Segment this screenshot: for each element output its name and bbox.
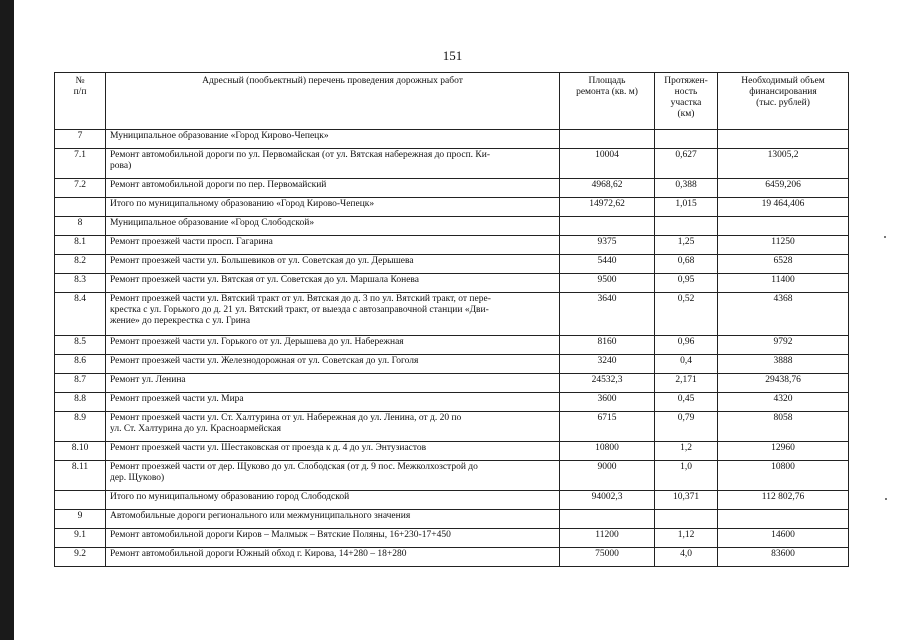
table-row (55, 491, 849, 510)
row-funding: 4368 (718, 293, 849, 336)
row-length (655, 510, 718, 529)
table-row (55, 461, 849, 491)
row-area (560, 130, 655, 149)
row-area: 8160 (560, 336, 655, 355)
row-funding (718, 130, 849, 149)
row-length: 2,171 (655, 374, 718, 393)
row-funding: 4320 (718, 393, 849, 412)
table-row (55, 274, 849, 293)
row-description: Ремонт автомобильной дороги по пер. Первомайский (106, 179, 560, 198)
table-row (55, 236, 849, 255)
row-length: 0,45 (655, 393, 718, 412)
row-number: 7 (55, 130, 106, 149)
row-funding: 14600 (718, 529, 849, 548)
row-funding: 112 802,76 (718, 491, 849, 510)
table-row (55, 548, 849, 567)
road-works-table (54, 72, 849, 567)
row-area: 75000 (560, 548, 655, 567)
row-number: 9.1 (55, 529, 106, 548)
row-description: Ремонт ул. Ленина (106, 374, 560, 393)
row-funding: 12960 (718, 442, 849, 461)
scan-edge-bar (0, 0, 14, 640)
table-body (55, 130, 849, 567)
row-length: 1,25 (655, 236, 718, 255)
row-area: 3640 (560, 293, 655, 336)
row-funding: 6459,206 (718, 179, 849, 198)
row-number: 8.5 (55, 336, 106, 355)
scan-speck (884, 236, 886, 238)
row-funding: 13005,2 (718, 149, 849, 179)
row-description: Ремонт проезжей части ул. Большевиков от ул. Советская до ул. Дерышева (106, 255, 560, 274)
row-description: Ремонт автомобильной дороги Южный обход г. Кирова, 14+280 – 18+280 (106, 548, 560, 567)
row-length: 1,0 (655, 461, 718, 491)
row-area: 94002,3 (560, 491, 655, 510)
row-funding (718, 510, 849, 529)
row-description: Итого по муниципальному образованию город Слободской (106, 491, 560, 510)
row-number: 8.6 (55, 355, 106, 374)
row-description: Муниципальное образование «Город Кирово-Чепецк» (106, 130, 560, 149)
row-area: 3240 (560, 355, 655, 374)
row-length: 0,96 (655, 336, 718, 355)
row-funding: 29438,76 (718, 374, 849, 393)
row-area: 9000 (560, 461, 655, 491)
row-funding: 10800 (718, 461, 849, 491)
table-row (55, 336, 849, 355)
row-area: 24532,3 (560, 374, 655, 393)
row-length: 0,95 (655, 274, 718, 293)
row-area: 6715 (560, 412, 655, 442)
header-repair-area: Площадь ремонта (кв. м) (560, 73, 655, 130)
table-row (55, 130, 849, 149)
row-area (560, 510, 655, 529)
row-number: 7.1 (55, 149, 106, 179)
row-number (55, 198, 106, 217)
row-length: 0,4 (655, 355, 718, 374)
row-length: 0,627 (655, 149, 718, 179)
table-row (55, 179, 849, 198)
header-address-list: Адресный (пообъектный) перечень проведения дорожных работ (106, 73, 560, 130)
row-area: 3600 (560, 393, 655, 412)
row-area: 4968,62 (560, 179, 655, 198)
row-area: 14972,62 (560, 198, 655, 217)
row-number: 9 (55, 510, 106, 529)
row-length: 1,12 (655, 529, 718, 548)
table-row (55, 374, 849, 393)
row-funding: 11250 (718, 236, 849, 255)
table-row (55, 255, 849, 274)
header-section-length: Протяжен- ность участка (км) (655, 73, 718, 130)
row-number: 8.1 (55, 236, 106, 255)
row-number: 9.2 (55, 548, 106, 567)
row-description: Ремонт проезжей части ул. Ст. Халтурина от ул. Набережная до ул. Ленина, от д. 20 по ул. Ст. Халтурина до ул. Красноармейская (106, 412, 560, 442)
row-funding: 11400 (718, 274, 849, 293)
row-number: 8 (55, 217, 106, 236)
table-row (55, 442, 849, 461)
table-row (55, 412, 849, 442)
header-number: № п/п (55, 73, 106, 130)
table-row (55, 293, 849, 336)
row-number: 8.2 (55, 255, 106, 274)
row-number: 8.7 (55, 374, 106, 393)
row-length: 10,371 (655, 491, 718, 510)
row-area: 5440 (560, 255, 655, 274)
row-funding: 83600 (718, 548, 849, 567)
row-length: 1,015 (655, 198, 718, 217)
table-header-row (55, 73, 849, 130)
row-length (655, 130, 718, 149)
row-number: 8.3 (55, 274, 106, 293)
row-funding: 19 464,406 (718, 198, 849, 217)
table-row (55, 393, 849, 412)
row-length: 0,52 (655, 293, 718, 336)
page-number: 151 (442, 48, 463, 63)
row-funding: 6528 (718, 255, 849, 274)
row-description: Ремонт проезжей части ул. Вятская от ул. Советская до ул. Маршала Конева (106, 274, 560, 293)
table-row (55, 355, 849, 374)
table-row (55, 529, 849, 548)
row-length (655, 217, 718, 236)
row-description: Ремонт автомобильной дороги по ул. Первомайская (от ул. Вятская набережная до просп. Ки- рова) (106, 149, 560, 179)
row-description: Ремонт проезжей части ул. Горького от ул. Дерышева до ул. Набережная (106, 336, 560, 355)
row-number: 7.2 (55, 179, 106, 198)
row-area: 9375 (560, 236, 655, 255)
row-funding: 9792 (718, 336, 849, 355)
row-area: 9500 (560, 274, 655, 293)
row-length: 0,68 (655, 255, 718, 274)
row-length: 0,79 (655, 412, 718, 442)
row-description: Ремонт проезжей части ул. Шестаковская от проезда к д. 4 до ул. Энтузиастов (106, 442, 560, 461)
row-area: 11200 (560, 529, 655, 548)
row-number: 8.8 (55, 393, 106, 412)
row-length: 0,388 (655, 179, 718, 198)
row-description: Ремонт проезжей части от дер. Щуково до ул. Слободская (от д. 9 пос. Межколхозстрой до дер. Щуково) (106, 461, 560, 491)
row-description: Муниципальное образование «Город Слободской» (106, 217, 560, 236)
table-row (55, 149, 849, 179)
table-row (55, 198, 849, 217)
row-length: 4,0 (655, 548, 718, 567)
row-area: 10004 (560, 149, 655, 179)
row-funding: 8058 (718, 412, 849, 442)
row-description: Ремонт проезжей части просп. Гагарина (106, 236, 560, 255)
row-number: 8.10 (55, 442, 106, 461)
table-row (55, 510, 849, 529)
header-funding: Необходимый объем финансирования (тыс. рублей) (718, 73, 849, 130)
row-description: Итого по муниципальному образованию «Город Кирово-Чепецк» (106, 198, 560, 217)
table-row (55, 217, 849, 236)
row-number: 8.4 (55, 293, 106, 336)
row-description: Ремонт проезжей части ул. Вятский тракт от ул. Вятская до д. 3 по ул. Вятский тракт, от пере- крестка с ул. Горького до д. 21 ул. Вятский тракт, от выезда с автозаправочной станции «Дви- жение» до перекрестка с ул. Грина (106, 293, 560, 336)
scan-speck (885, 498, 887, 500)
row-funding: 3888 (718, 355, 849, 374)
row-funding (718, 217, 849, 236)
row-number: 8.11 (55, 461, 106, 491)
row-description: Ремонт автомобильной дороги Киров – Малмыж – Вятские Поляны, 16+230-17+450 (106, 529, 560, 548)
row-description: Ремонт проезжей части ул. Железнодорожная от ул. Советская до ул. Гоголя (106, 355, 560, 374)
row-description: Ремонт проезжей части ул. Мира (106, 393, 560, 412)
row-number (55, 491, 106, 510)
row-length: 1,2 (655, 442, 718, 461)
row-number: 8.9 (55, 412, 106, 442)
row-description: Автомобильные дороги регионального или межмуниципального значения (106, 510, 560, 529)
row-area: 10800 (560, 442, 655, 461)
row-area (560, 217, 655, 236)
